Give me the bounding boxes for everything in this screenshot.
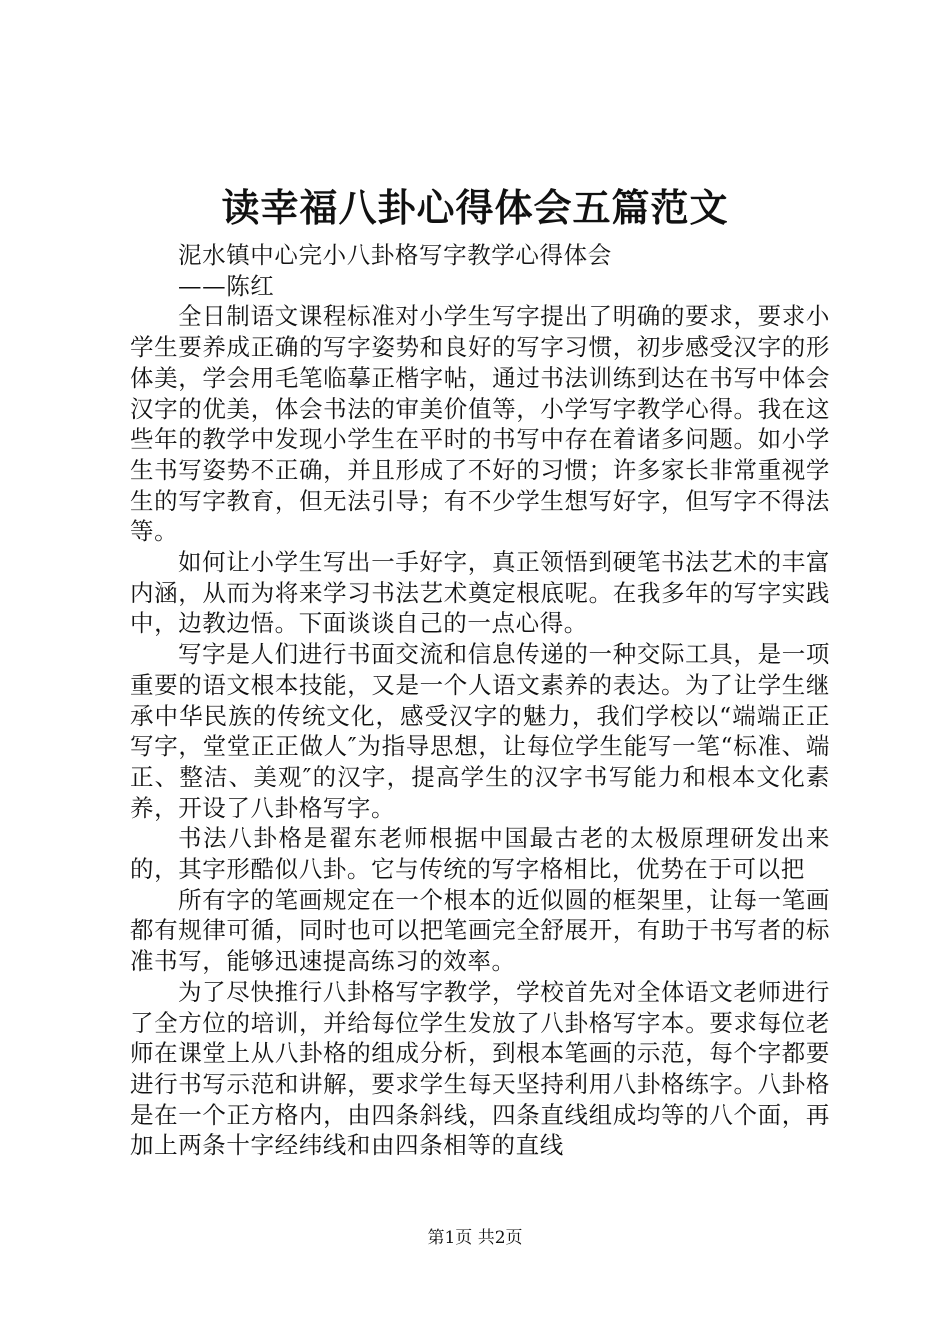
paragraph-1: 全日制语文课程标准对小学生写字提出了明确的要求，要求小学生要养成正确的写字姿势和良好的写字习惯，初步感受汉字的形体美，学会用毛笔临摹正楷字帖，通过书法训练到达在书写中体会汉字的优美，体会书法的审美价值等，小学写字教学心得。我在这些年的教学中发现小学生在平时的书写中存在着诸多问题。如小学生书写姿势不正确，并且形成了不好的习惯；许多家长非常重视学生的写字教育，但无法引导；有不少学生想写好字，但写字不得法等。 <box>130 302 830 546</box>
author-line: ——陈红 <box>178 271 275 300</box>
document-body <box>130 240 830 1161</box>
page-title: 读幸福八卦心得体会五篇范文 <box>221 185 729 230</box>
subtitle: 泥水镇中心完小八卦格写字教学心得体会 <box>178 241 612 269</box>
paragraph-4: 书法八卦格是翟东老师根据中国最古老的太极原理研发出来的，其字形酷似八卦。它与传统的写字格相比，优势在于可以把 <box>130 824 830 884</box>
paragraph-6: 为了尽快推行八卦格写字教学，学校首先对全体语文老师进行了全方位的培训，并给每位学生发放了八卦格写字本。要求每位老师在课堂上从八卦格的组成分析，到根本笔画的示范，每个字都要进行书写示范和讲解，要求学生每天坚持利用八卦格练字。八卦格是在一个正方格内，由四条斜线，四条直线组成均等的八个面，再加上两条十字经纬线和由四条相等的直线 <box>130 977 830 1160</box>
paragraph-2: 如何让小学生写出一手好字，真正领悟到硬笔书法艺术的丰富内涵，从而为将来学习书法艺术奠定根底呢。在我多年的写字实践中，边教边悟。下面谈谈自己的一点心得。 <box>130 548 830 638</box>
paragraph-3: 写字是人们进行书面交流和信息传递的一种交际工具，是一项重要的语文根本技能，又是一个人语文素养的表达。为了让学生继承中华民族的传统文化，感受汉字的魅力，我们学校以“端端正正写字，堂堂正正做人″为指导思想，让每位学生能写一笔“标准、端正、整洁、美观″的汉字，提高学生的汉字书写能力和根本文化素养，开设了八卦格写字。 <box>130 640 830 822</box>
paragraph-5: 所有字的笔画规定在一个根本的近似圆的框架里，让每一笔画都有规律可循，同时也可以把笔画完全舒展开，有助于书写者的标准书写，能够迅速提高练习的效率。 <box>130 885 830 976</box>
page-number-footer: 第1页 共2页 <box>427 1228 523 1248</box>
